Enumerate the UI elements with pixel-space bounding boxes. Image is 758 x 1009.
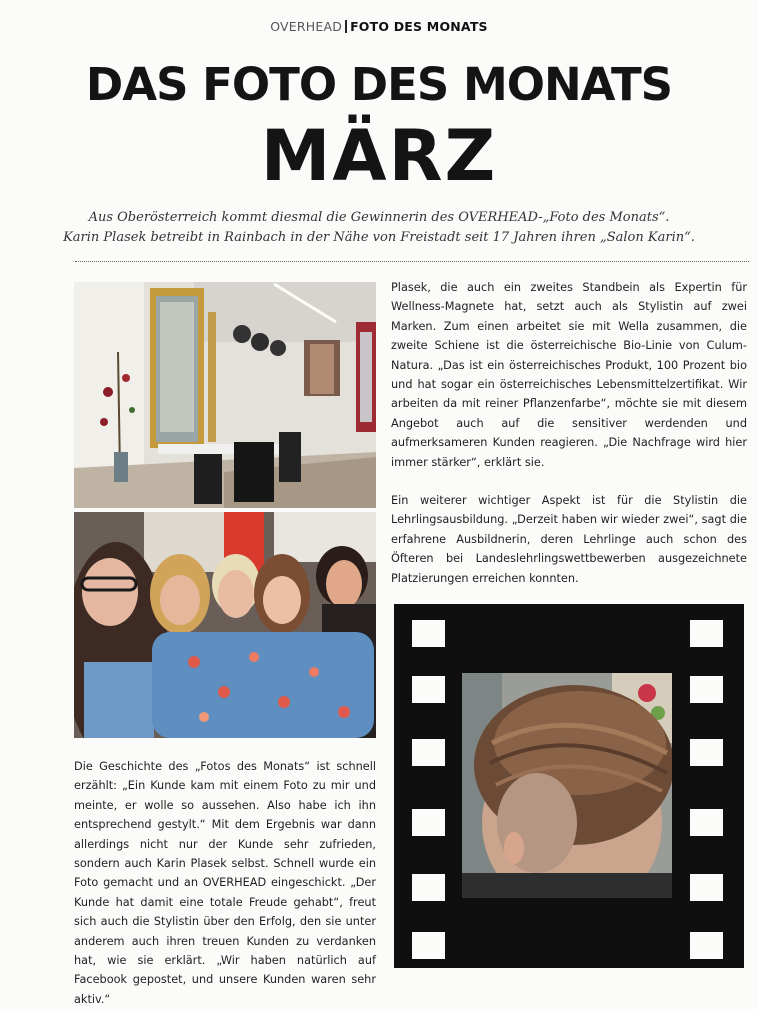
section-topic: FOTO DES MONATS (350, 19, 488, 34)
film-perforation (690, 874, 723, 901)
article-paragraph: Plasek, die auch ein zweites Standbein als Expertin für Wellness-Magnete hat, setzt auch als Stylistin auf zwei Marken. Zum einen arbeitet sie mit Wella zusammen, die zweite Schiene ist die österreichische Bio-Linie von Culum-Natura. „Das ist ein österreichisches Produkt, 100 Prozent bio und hat sogar ein österreichisches Lebensmittelzertifikat. Wir arbeiten da mit reiner Pflanzenfarbe“, möchte sie mit diesem Angebot auch auf die sensitiver werdenden und aufmerksameren Kunden reagieren. „Die Nachfrage wird hier immer stärker“, erklärt sie. (391, 281, 747, 469)
dotted-divider (75, 261, 749, 262)
lead-line-1: Aus Oberösterreich kommt diesmal die Gewinnerin des OVERHEAD-„Foto des Monats“. (88, 210, 670, 225)
film-perforation (412, 809, 445, 836)
page-title: DAS FOTO DES MONATS (85, 58, 673, 111)
film-perforation (412, 620, 445, 647)
team-illustration (74, 512, 376, 738)
header-divider (345, 20, 347, 33)
running-header (0, 19, 758, 34)
film-perforation (412, 739, 445, 766)
section-name: OVERHEAD (270, 19, 343, 34)
team-photo (74, 512, 376, 738)
film-perforation (412, 874, 445, 901)
film-perforation (690, 676, 723, 703)
film-perforation (690, 739, 723, 766)
film-perforation (690, 932, 723, 959)
left-text-column (74, 757, 376, 1009)
right-text-column (391, 278, 747, 588)
film-perforation (690, 809, 723, 836)
lead-text (0, 208, 758, 248)
article-paragraph: Ein weiterer wichtiger Aspekt ist für die Stylistin die Lehrlingsausbildung. „Derzeit haben wir wieder zwei“, sagt die erfahrene Ausbildnerin, deren Lehrlinge auch schon des Öfteren bei Landeslehrlingswettbewerben ausgezeichnete Platzierungen erreichen konnten. (391, 494, 747, 585)
film-perforation (690, 620, 723, 647)
haircut-photo (462, 673, 672, 898)
page-title-month: MÄRZ (260, 115, 498, 197)
film-perforation (412, 932, 445, 959)
salon-interior-illustration (74, 282, 376, 508)
lead-line-2: Karin Plasek betreibt in Rainbach in der Nähe von Freistadt seit 17 Jahren ihren „Salon Karin“. (63, 230, 695, 245)
salon-interior-photo (74, 282, 376, 508)
film-perforation (412, 676, 445, 703)
article-paragraph: Die Geschichte des „Fotos des Monats“ ist schnell erzählt: „Ein Kunde kam mit einem Foto zu mir und meinte, er wolle so aussehen. Also habe ich ihn entsprechend gestylt.“ Mit dem Ergebnis war dann allerdings nicht nur der Kunde sehr zufrieden, sondern auch Karin Plasek selbst. Schnell wurde ein Foto gemacht und an OVERHEAD eingeschickt. „Der Kunde hat damit eine totale Freude gehabt“, freut sich auch die Stylistin über den Erfolg, den sie unter anderem auch ihren treuen Kunden zu verdanken hat, wie sie erklärt. „Wir haben natürlich auf Facebook gepostet, und unsere Kunden waren sehr aktiv.“ (74, 760, 376, 1006)
haircut-illustration (462, 673, 672, 898)
